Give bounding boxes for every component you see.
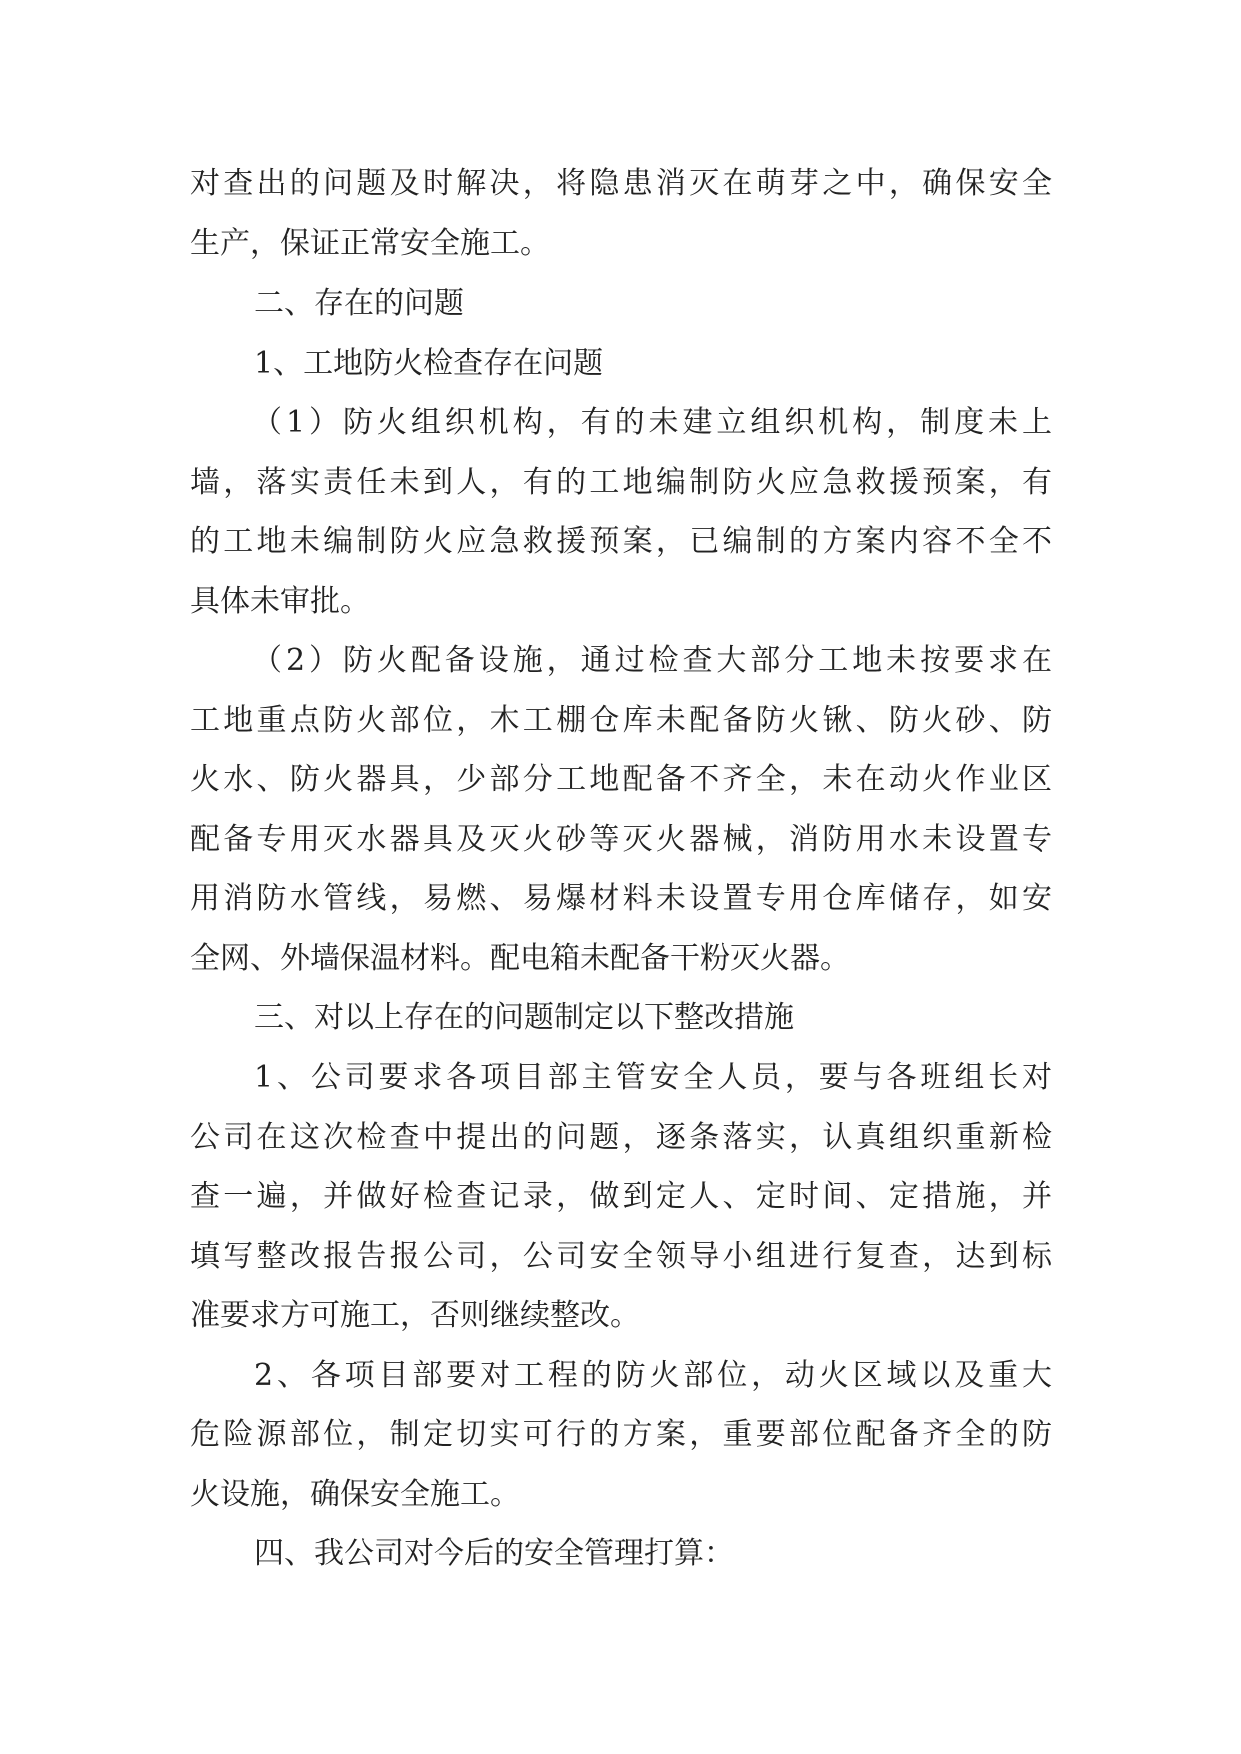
paragraph-line: （1）防火组织机构，有的未建立组织机构，制度未上 (252, 405, 1052, 440)
paragraph-line: 公司在这次检查中提出的问题，逐条落实，认真组织重新检 (190, 1120, 1052, 1155)
paragraph-line: 准要求方可施工，否则继续整改。 (190, 1298, 640, 1333)
paragraph-line: 1、公司要求各项目部主管安全人员，要与各班组长对 (254, 1060, 1052, 1095)
paragraph-line: 危险源部位，制定切实可行的方案，重要部位配备齐全的防 (190, 1417, 1052, 1452)
paragraph-line: 火设施，确保安全施工。 (190, 1477, 520, 1512)
paragraph-line: （2）防火配备设施，通过检查大部分工地未按要求在 (252, 643, 1052, 678)
section-heading: 四、我公司对今后的安全管理打算： (254, 1536, 734, 1571)
paragraph-line: 对查出的问题及时解决，将隐患消灭在萌芽之中，确保安全 (190, 166, 1052, 201)
paragraph-line: 配备专用灭水器具及灭火砂等灭火器械，消防用水未设置专 (190, 822, 1052, 857)
paragraph-line: 查一遍，并做好检查记录，做到定人、定时间、定措施，并 (190, 1179, 1052, 1214)
section-heading: 二、存在的问题 (254, 286, 464, 321)
subsection-heading: 1、工地防火检查存在问题 (254, 346, 604, 381)
section-heading: 三、对以上存在的问题制定以下整改措施 (254, 1000, 794, 1035)
paragraph-line: 墙，落实责任未到人，有的工地编制防火应急救援预案，有 (190, 465, 1052, 500)
paragraph-line: 2、各项目部要对工程的防火部位，动火区域以及重大 (254, 1358, 1052, 1393)
paragraph-line: 的工地未编制防火应急救援预案，已编制的方案内容不全不 (190, 524, 1052, 559)
paragraph-line: 工地重点防火部位，木工棚仓库未配备防火锹、防火砂、防 (190, 703, 1052, 738)
paragraph-line: 生产，保证正常安全施工。 (190, 226, 550, 261)
paragraph-line: 具体未审批。 (190, 584, 370, 619)
paragraph-line: 火水、防火器具，少部分工地配备不齐全，未在动火作业区 (190, 762, 1052, 797)
paragraph-line: 用消防水管线，易燃、易爆材料未设置专用仓库储存，如安 (190, 881, 1052, 916)
paragraph-line: 全网、外墙保温材料。配电箱未配备干粉灭火器。 (190, 941, 850, 976)
paragraph-line: 填写整改报告报公司，公司安全领导小组进行复查，达到标 (190, 1239, 1052, 1274)
